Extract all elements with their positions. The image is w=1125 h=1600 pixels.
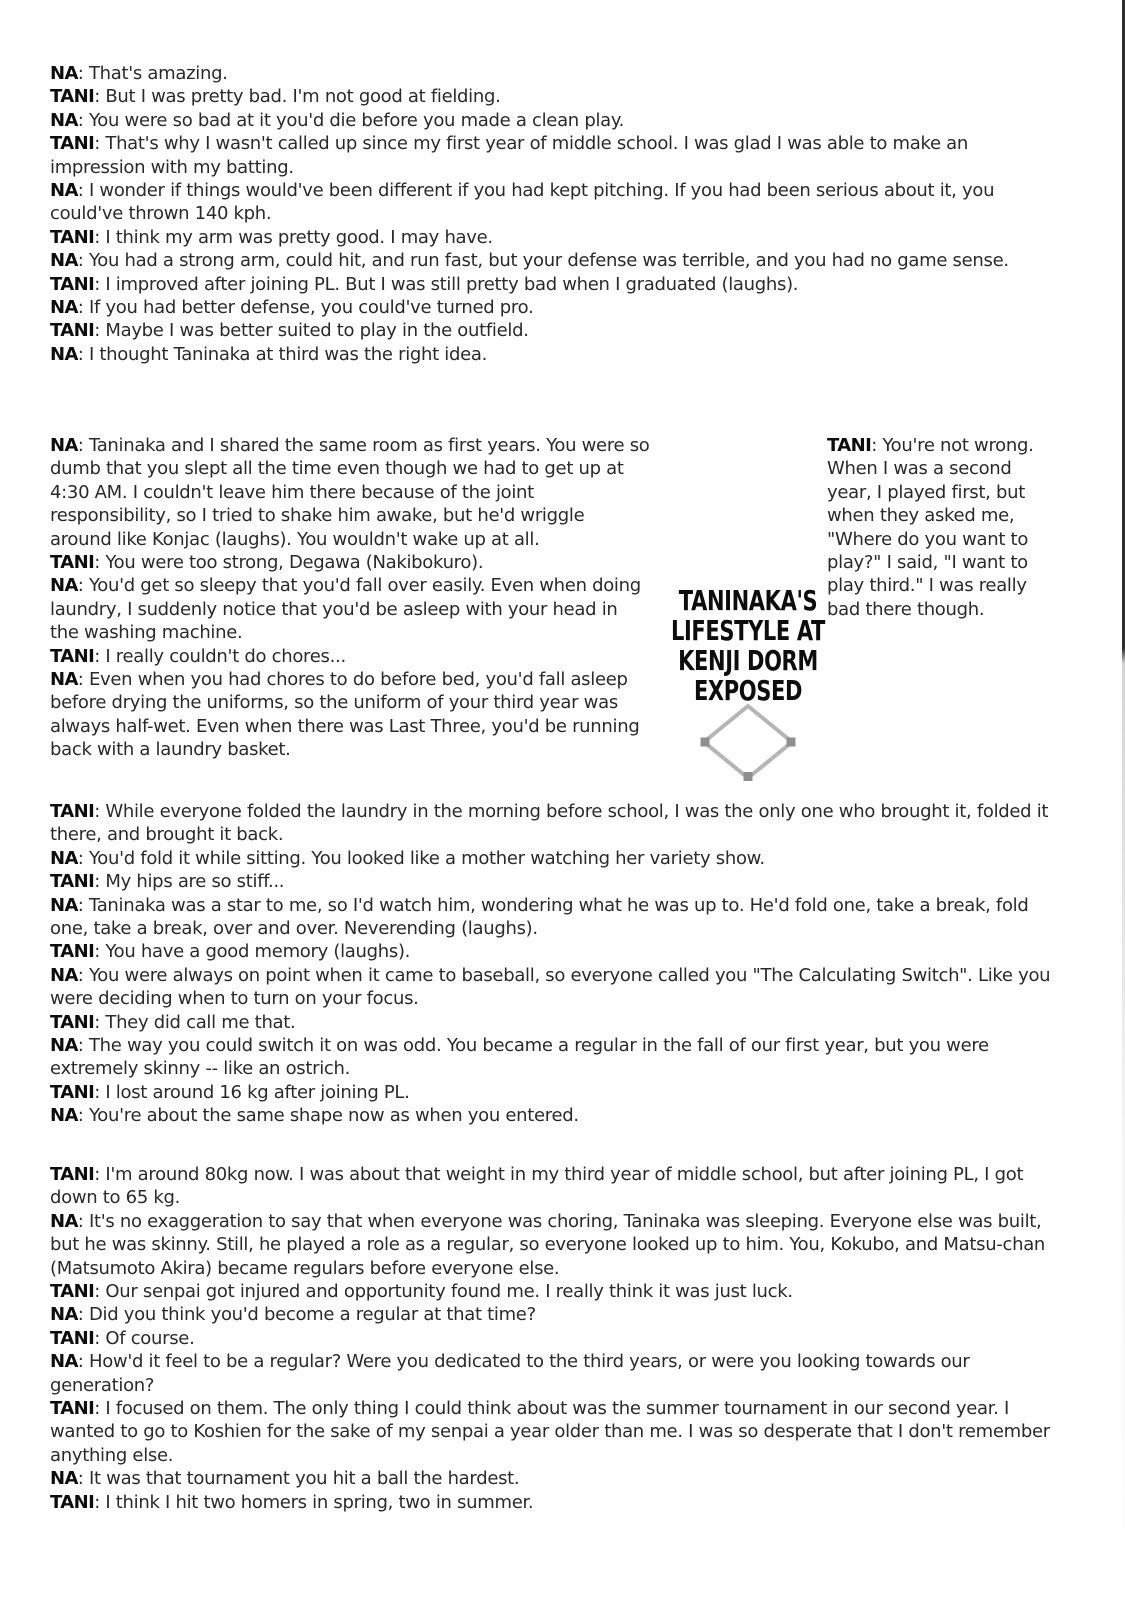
dialogue-text: : You'd get so sleepy that you'd fall over easily. Even when doing laundry, I suddenly notice that you'd be asleep with your head in the washing machine. bbox=[50, 575, 641, 644]
feature-heading-line: EXPOSED bbox=[693, 674, 803, 707]
dialogue-line bbox=[50, 1081, 1058, 1104]
speaker-label: TANI bbox=[50, 645, 95, 667]
dialogue-line bbox=[50, 249, 1052, 272]
dialogue-line bbox=[50, 668, 650, 762]
dialogue-line bbox=[827, 434, 1047, 621]
dialogue-text: : I focused on them. The only thing I could think about was the summer tournament in our second year. I wanted to go to Koshien for the sake of my senpai a year older than me. I was so desperate that I don't remember anything else. bbox=[50, 1398, 1050, 1466]
speaker-label: NA bbox=[50, 1468, 78, 1490]
speaker-label: TANI bbox=[827, 435, 872, 456]
speaker-label: TANI bbox=[50, 1281, 95, 1303]
speaker-label: NA bbox=[50, 63, 78, 84]
speaker-label: TANI bbox=[50, 1164, 95, 1185]
feature-heading-line: LIFESTYLE AT bbox=[670, 614, 826, 647]
dialogue-line bbox=[50, 1397, 1052, 1467]
dialogue-line bbox=[50, 85, 1052, 108]
speaker-label: NA bbox=[50, 1304, 78, 1326]
speaker-label: TANI bbox=[50, 273, 95, 295]
dialogue-text: : You're about the same shape now as when you entered. bbox=[77, 1105, 579, 1127]
dialogue-line bbox=[50, 1467, 1052, 1490]
speaker-label: TANI bbox=[50, 320, 95, 342]
dialogue-section-dorm-left-column bbox=[50, 434, 650, 762]
dialogue-line bbox=[50, 296, 1052, 319]
dialogue-line bbox=[50, 1011, 1058, 1034]
dialogue-text: : That's why I wasn't called up since my first year of middle school. I was glad I was able to make an impression with my batting. bbox=[50, 133, 968, 178]
dialogue-text: : While everyone folded the laundry in the morning before school, I was the only one who brought it, folded it there, and brought it back. bbox=[50, 801, 1049, 846]
dialogue-line bbox=[50, 940, 1058, 963]
speaker-label: TANI bbox=[50, 133, 95, 155]
dialogue-line bbox=[50, 964, 1058, 1011]
dialogue-line bbox=[50, 800, 1058, 847]
dialogue-line bbox=[50, 870, 1058, 893]
dialogue-text: : You're not wrong. When I was a second year, I played first, but when they asked me, "Where do you want to play?" I said, "I want to play third." I was really bad there though. bbox=[827, 435, 1034, 620]
dialogue-line bbox=[50, 109, 1052, 132]
dialogue-line bbox=[50, 1163, 1052, 1210]
dialogue-text: : I think my arm was pretty good. I may have. bbox=[94, 226, 493, 248]
dialogue-line bbox=[50, 319, 1052, 342]
speaker-label: NA bbox=[50, 1351, 78, 1373]
dialogue-text: : But I was pretty bad. I'm not good at fielding. bbox=[94, 86, 501, 108]
speaker-label: NA bbox=[50, 894, 78, 916]
dialogue-line bbox=[50, 1104, 1058, 1127]
dialogue-text: : Maybe I was better suited to play in the outfield. bbox=[94, 320, 529, 342]
dialogue-section-laundry bbox=[50, 800, 1058, 1128]
dialogue-line bbox=[50, 1034, 1058, 1081]
dialogue-text: : I think I hit two homers in spring, two in summer. bbox=[94, 1491, 534, 1513]
speaker-label: TANI bbox=[50, 871, 95, 893]
dialogue-line bbox=[50, 1303, 1052, 1326]
dialogue-line bbox=[50, 226, 1052, 249]
speaker-label: NA bbox=[50, 109, 78, 131]
speaker-label: TANI bbox=[50, 1327, 95, 1349]
dialogue-text: : It was that tournament you hit a ball the hardest. bbox=[77, 1468, 520, 1490]
dialogue-text: : Of course. bbox=[94, 1327, 195, 1349]
speaker-label: TANI bbox=[50, 941, 95, 963]
feature-heading-line: TANINAKA'S bbox=[678, 584, 818, 617]
speaker-label: NA bbox=[50, 1105, 78, 1127]
dialogue-text: : You'd fold it while sitting. You looked like a mother watching her variety show. bbox=[77, 847, 765, 869]
dialogue-line bbox=[50, 574, 650, 644]
speaker-label: TANI bbox=[50, 801, 95, 822]
speaker-label: TANI bbox=[50, 552, 95, 574]
speaker-label: NA bbox=[50, 1035, 78, 1057]
dialogue-section-intro bbox=[50, 62, 1052, 366]
dialogue-text: : Taninaka and I shared the same room as first years. You were so dumb that you slept all the time even though we had to get up at 4:30 AM. I couldn't leave him there because of the joint responsibility, so I tried to shake him awake, but he'd wriggle around like Konjac (laughs). You wouldn't wake up at all. bbox=[50, 435, 650, 550]
speaker-label: NA bbox=[50, 343, 78, 365]
feature-heading bbox=[667, 586, 829, 706]
dialogue-text: : I thought Taninaka at third was the right idea. bbox=[77, 343, 488, 365]
speaker-label: NA bbox=[50, 250, 78, 272]
dialogue-line bbox=[50, 1491, 1052, 1514]
dialogue-text: : My hips are so stiff... bbox=[94, 871, 285, 893]
speaker-label: TANI bbox=[50, 1011, 95, 1033]
dialogue-line bbox=[50, 434, 650, 551]
speaker-label: NA bbox=[50, 1210, 78, 1232]
dialogue-line bbox=[50, 273, 1052, 296]
speaker-label: NA bbox=[50, 297, 78, 319]
speaker-label: TANI bbox=[50, 1491, 95, 1513]
dialogue-text: : Did you think you'd become a regular at that time? bbox=[77, 1304, 536, 1326]
dialogue-section-becoming-regular bbox=[50, 1163, 1052, 1514]
speaker-label: NA bbox=[50, 575, 78, 597]
dialogue-line bbox=[50, 1280, 1052, 1303]
dialogue-text: : I improved after joining PL. But I was still pretty bad when I graduated (laughs). bbox=[94, 273, 799, 295]
dialogue-text: : I lost around 16 kg after joining PL. bbox=[94, 1081, 410, 1103]
dialogue-line bbox=[50, 1210, 1052, 1280]
speaker-label: NA bbox=[50, 180, 78, 202]
dialogue-text: : Our senpai got injured and opportunity found me. I really think it was just luck. bbox=[94, 1281, 793, 1303]
dialogue-text: : It's no exaggeration to say that when everyone was choring, Taninaka was sleeping. Everyone else was built, but he was skinny. Still, he played a role as a regular, so everyone looked up to him. You, Kokubo, and Matsu-chan (Matsumoto Akira) became regulars before everyone else. bbox=[50, 1210, 1046, 1279]
dialogue-text: : You were too strong, Degawa (Nakibokuro). bbox=[94, 552, 484, 574]
dialogue-text: : That's amazing. bbox=[77, 63, 228, 84]
dialogue-line bbox=[50, 179, 1052, 226]
dialogue-line bbox=[50, 551, 650, 574]
dialogue-text: : You were always on point when it came to baseball, so everyone called you "The Calculating Switch". Like you were deciding when to turn on your focus. bbox=[50, 964, 1051, 1010]
dialogue-text: : I'm around 80kg now. I was about that weight in my third year of middle school, but after joining PL, I got down to 65 kg. bbox=[50, 1164, 1024, 1209]
dialogue-text: : You have a good memory (laughs). bbox=[94, 941, 411, 963]
dialogue-text: : I really couldn't do chores... bbox=[94, 645, 346, 667]
dialogue-line bbox=[50, 847, 1058, 870]
speaker-label: NA bbox=[50, 964, 78, 986]
dialogue-text: : You had a strong arm, could hit, and run fast, but your defense was terrible, and you had no game sense. bbox=[77, 250, 1009, 272]
dialogue-text: : The way you could switch it on was odd. You became a regular in the fall of our first year, but you were extremely skinny -- like an ostrich. bbox=[50, 1035, 989, 1080]
dialogue-text: : If you had better defense, you could've turned pro. bbox=[77, 297, 534, 319]
feature-heading-line: KENJI DORM bbox=[678, 644, 818, 677]
dialogue-text: : They did call me that. bbox=[94, 1011, 296, 1033]
dialogue-text: : I wonder if things would've been different if you had kept pitching. If you had been serious about it, you could've thrown 140 kph. bbox=[50, 180, 995, 225]
speaker-label: TANI bbox=[50, 226, 95, 248]
dialogue-line bbox=[50, 894, 1058, 941]
dialogue-text: : Even when you had chores to do before bed, you'd fall asleep before drying the uniforms, so the uniform of your third year was always half-wet. Even when there was Last Three, you'd be running back with a laundry basket. bbox=[50, 669, 640, 761]
baseball-diamond-icon bbox=[700, 702, 796, 782]
dialogue-line bbox=[50, 62, 1052, 85]
dialogue-line bbox=[50, 343, 1052, 366]
dialogue-text: : You were so bad at it you'd die before you made a clean play. bbox=[77, 109, 625, 131]
dialogue-line bbox=[50, 1327, 1052, 1350]
dialogue-text: : Taninaka was a star to me, so I'd watch him, wondering what he was up to. He'd fold one, take a break, fold one, take a break, over and over. Neverending (laughs). bbox=[50, 894, 1029, 940]
speaker-label: TANI bbox=[50, 1081, 95, 1103]
speaker-label: TANI bbox=[50, 1398, 95, 1420]
dialogue-text: : How'd it feel to be a regular? Were you dedicated to the third years, or were you looking towards our generation? bbox=[50, 1351, 970, 1396]
dialogue-line bbox=[50, 132, 1052, 179]
dialogue-line bbox=[50, 645, 650, 668]
dialogue-section-dorm-right-column bbox=[827, 434, 1047, 621]
speaker-label: NA bbox=[50, 669, 78, 691]
speaker-label: TANI bbox=[50, 86, 95, 108]
speaker-label: NA bbox=[50, 847, 78, 869]
speaker-label: NA bbox=[50, 435, 78, 456]
dialogue-line bbox=[50, 1350, 1052, 1397]
